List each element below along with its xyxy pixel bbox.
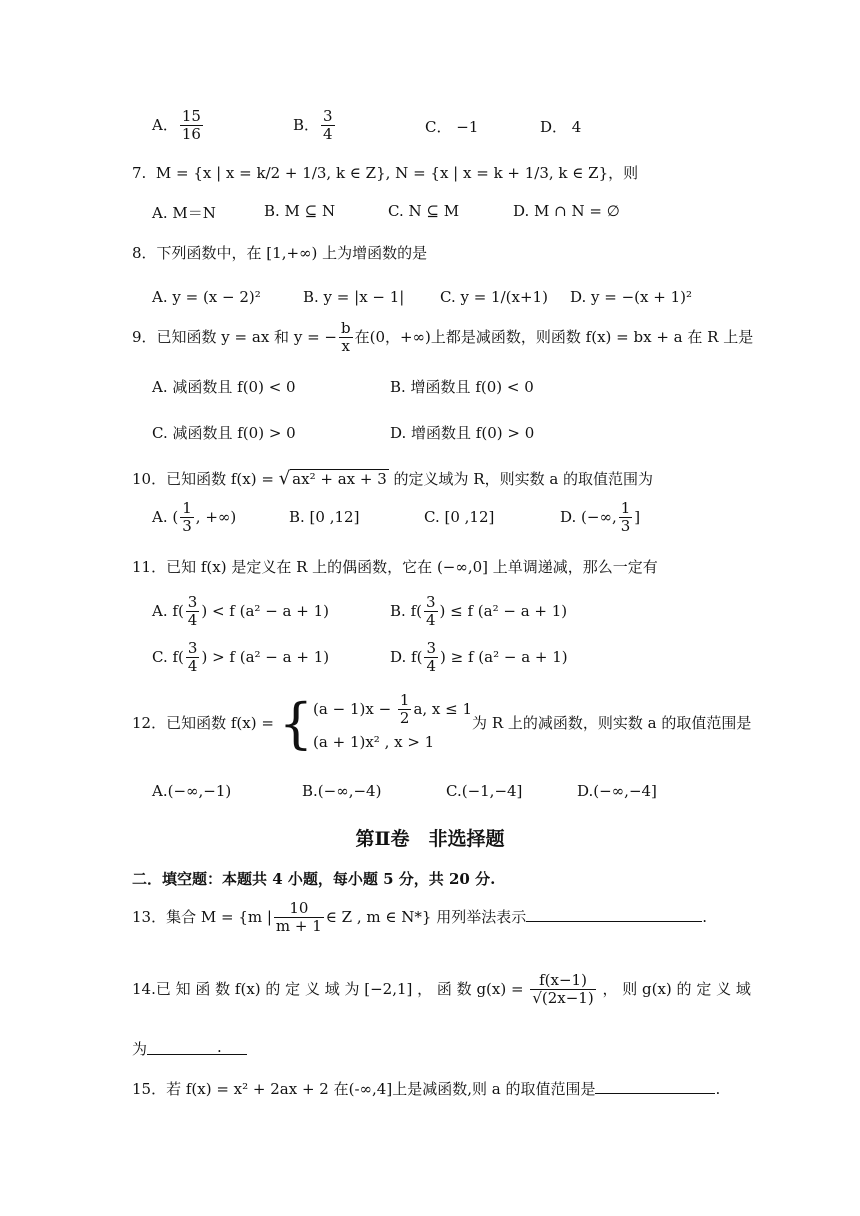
q10-stem xyxy=(132,468,653,489)
q6-option-c: C． −1 xyxy=(425,118,479,136)
q9-stem xyxy=(132,320,753,356)
q10-d-close: ] xyxy=(634,507,641,526)
q14-denominator: √(2x−1) xyxy=(532,989,594,1008)
q6-option-b-label: B． xyxy=(293,115,320,134)
q11-option-d xyxy=(390,640,568,676)
q11-a-denominator: 4 xyxy=(187,611,198,630)
q7-option-b: B. M ⊆ N xyxy=(264,202,336,220)
q15-stem-text: 15．若 f(x) = x² + 2ax + 2 在(-∞,4]上是减函数,则 a 的取值范围是 xyxy=(132,1080,596,1098)
left-brace: { xyxy=(278,692,314,755)
q11-b-label: B. xyxy=(390,601,406,620)
q6-b-denominator: 4 xyxy=(323,125,333,144)
q8-stem: 8．下列函数中，在 [1,+∞) 上为增函数的是 xyxy=(132,244,428,262)
q11-c-numerator: 3 xyxy=(187,639,198,657)
q11-b-pre: f( xyxy=(410,601,422,620)
q8-option-c: C. y = 1/(x+1) xyxy=(440,288,548,306)
q11-option-a xyxy=(152,594,329,630)
q14-dot: . xyxy=(217,1038,222,1056)
q8-option-a: A. y = (x − 2)² xyxy=(152,288,261,306)
q6-option-b xyxy=(293,108,337,144)
fill-in-header: 二．填空题：本题共 4 小题，每小题 5 分，共 20 分. xyxy=(132,870,496,888)
q10-option-a xyxy=(152,500,236,536)
q11-option-c xyxy=(152,640,329,676)
q10-a-numerator: 1 xyxy=(182,499,192,517)
q15-answer-blank[interactable] xyxy=(595,1079,715,1094)
q12-option-c: C.(−1,−4] xyxy=(446,782,523,800)
section-title: 第Ⅱ卷 非选择题 xyxy=(355,828,505,850)
q8-option-b: B. y = |x − 1| xyxy=(303,288,405,306)
q12-piece-1 xyxy=(313,692,472,728)
q12-option-b: B.(−∞,−4) xyxy=(302,782,382,800)
q10-stem-part-b: 的定义域为 R，则实数 a 的取值范围为 xyxy=(388,470,654,488)
q10-stem-part-a: 10．已知函数 f(x) = xyxy=(132,470,279,488)
q13-end: . xyxy=(702,907,707,926)
q11-a-post: ) < f (a² − a + 1) xyxy=(201,601,329,620)
q11-c-denominator: 4 xyxy=(187,657,198,676)
q12-option-d: D.(−∞,−4] xyxy=(577,782,657,800)
q13-stem xyxy=(132,900,707,936)
q6-option-a-label: A． xyxy=(152,115,178,134)
q9-stem-part-b: 在(0，+∞)上都是减函数，则函数 f(x) = bx + a 在 R 上是 xyxy=(354,327,754,346)
q11-d-pre: f( xyxy=(411,647,423,666)
q12-piece-2: (a + 1)x² , x > 1 xyxy=(313,732,435,751)
q12-stem xyxy=(132,692,751,756)
q13-denominator: m + 1 xyxy=(275,917,322,936)
q9-option-d: D. 增函数且 f(0) > 0 xyxy=(390,424,535,442)
q10-option-b: B. [0 ,12] xyxy=(289,508,360,526)
q7-stem-text: M = {x | x = k/2 + 1/3, k ∈ Z}, N = {x | x = k + 1/3, k ∈ Z}，则 xyxy=(155,164,639,182)
q12-piece-1-numerator: 1 xyxy=(399,691,410,709)
q7-number: 7. xyxy=(132,164,147,182)
q10-option-d xyxy=(560,500,640,536)
sqrt-symbol: √ xyxy=(278,468,291,489)
q11-c-pre: f( xyxy=(172,647,184,666)
q11-b-denominator: 4 xyxy=(425,611,436,630)
q10-d-label: D. xyxy=(560,507,577,526)
q6-option-d: D． 4 xyxy=(540,118,582,136)
q14-stem-part-a: 14.已 知 函 数 f(x) 的 定 义 域 为 [−2,1] ， 函 数 g(x) = xyxy=(132,979,529,998)
q7-stem xyxy=(132,162,638,183)
q15-end: . xyxy=(715,1080,721,1098)
q6-a-numerator: 15 xyxy=(181,107,201,125)
q14-line-2 xyxy=(132,1038,247,1059)
q12-stem-part-a: 12．已知函数 f(x) = xyxy=(132,714,279,732)
q10-d-denominator: 3 xyxy=(620,517,631,536)
q13-numerator: 10 xyxy=(289,899,309,917)
q13-stem-part-b: ∈ Z , m ∈ N*} 用列举法表示 xyxy=(325,907,527,926)
q11-a-pre: f( xyxy=(172,601,184,620)
q10-a-label: A. xyxy=(152,507,168,526)
q11-a-label: A. xyxy=(152,601,168,620)
q14-answer-blank[interactable] xyxy=(147,1040,247,1055)
q11-a-numerator: 3 xyxy=(187,593,198,611)
q11-d-denominator: 4 xyxy=(426,657,436,676)
q12-piece-1-denominator: 2 xyxy=(399,709,410,728)
q11-stem: 11．已知 f(x) 是定义在 R 上的偶函数，它在 (−∞,0] 上单调递减，那么一定有 xyxy=(132,558,658,576)
q13-answer-blank[interactable] xyxy=(526,907,702,922)
q12-piecewise xyxy=(313,692,472,756)
q7-option-d: D. M ∩ N = ∅ xyxy=(513,202,620,220)
q14-stem xyxy=(132,972,751,1008)
q6-a-denominator: 16 xyxy=(181,125,201,144)
q10-a-open: ( xyxy=(172,507,179,526)
q6-option-a xyxy=(152,108,205,144)
q12-option-a: A.(−∞,−1) xyxy=(152,782,232,800)
q6-b-numerator: 3 xyxy=(323,107,333,125)
q12-piece-1-b: a, x ≤ 1 xyxy=(413,699,473,718)
q11-d-post: ) ≥ f (a² − a + 1) xyxy=(440,647,568,666)
q13-stem-part-a: 13．集合 M = {m | xyxy=(132,907,272,926)
q9-fraction-numerator: b xyxy=(340,319,351,337)
q10-a-denominator: 3 xyxy=(182,517,192,536)
q11-b-post: ) ≤ f (a² − a + 1) xyxy=(439,601,568,620)
q10-d-numerator: 1 xyxy=(620,499,631,517)
q11-b-numerator: 3 xyxy=(425,593,436,611)
q11-c-post: ) > f (a² − a + 1) xyxy=(201,647,330,666)
q9-stem-part-a: 9．已知函数 y = ax 和 y = − xyxy=(132,327,337,346)
q7-option-c: C. N ⊆ M xyxy=(388,202,460,220)
q11-d-numerator: 3 xyxy=(426,639,436,657)
q7-option-a: A. M＝N xyxy=(152,204,216,222)
q11-option-b xyxy=(390,594,567,630)
q8-option-d: D. y = −(x + 1)² xyxy=(570,288,692,306)
q14-line-2-label: 为 xyxy=(132,1040,148,1058)
q14-stem-part-b: ， 则 g(x) 的 定 义 域 xyxy=(597,979,751,998)
q10-option-c: C. [0 ,12] xyxy=(424,508,495,526)
q11-c-label: C. xyxy=(152,647,168,666)
q9-fraction-denominator: x xyxy=(339,337,353,355)
q9-option-b: B. 增函数且 f(0) < 0 xyxy=(390,378,534,396)
q9-option-a: A. 减函数且 f(0) < 0 xyxy=(152,378,296,396)
q10-a-rest: , +∞) xyxy=(195,507,237,526)
q10-d-open: (−∞, xyxy=(581,507,617,526)
q12-piece-1-a: (a − 1)x − xyxy=(313,699,396,718)
q11-d-label: D. xyxy=(390,647,407,666)
q15-stem xyxy=(132,1078,720,1099)
q12-stem-part-b: 为 R 上的减函数，则实数 a 的取值范围是 xyxy=(472,714,752,732)
q10-radicand: ax² + ax + 3 xyxy=(292,470,387,488)
q9-option-c: C. 减函数且 f(0) > 0 xyxy=(152,424,296,442)
q14-numerator: f(x−1) xyxy=(539,971,587,989)
